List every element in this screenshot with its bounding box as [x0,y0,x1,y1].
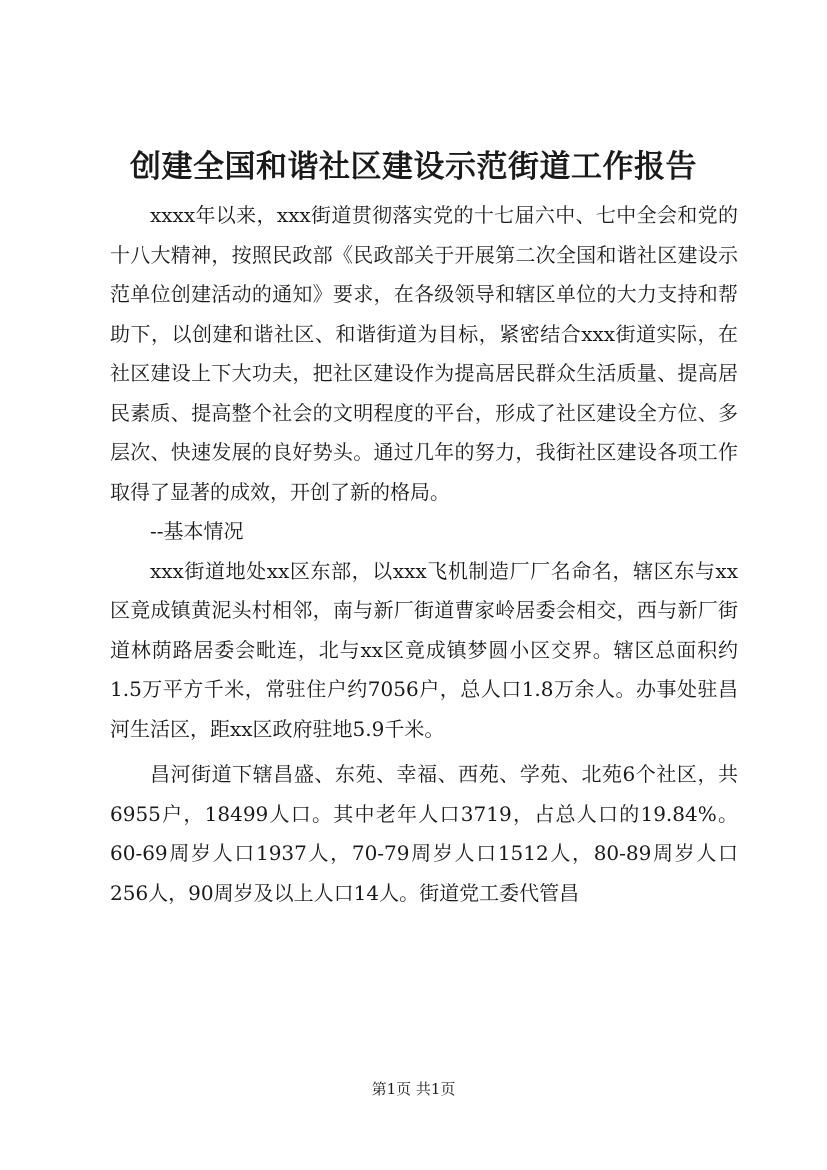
paragraph-intro: xxxx年以来，xxx街道贯彻落实党的十七届六中、七中全会和党的十八大精神，按照民政部《民政部关于开展第二次全国和谐社区建设示范单位创建活动的通知》要求，在各级领导和辖区单位的大力支持和帮助下，以创建和谐社区、和谐街道为目标，紧密结合xxx街道实际，在社区建设上下大功夫，把社区建设作为提高居民群众生活质量、提高居民素质、提高整个社会的文明程度的平台，形成了社区建设全方位、多层次、快速发展的良好势头。通过几年的努力，我街社区建设各项工作取得了显著的成效，开创了新的格局。 [110,203,738,504]
page-footer: 第1页 共1页 [371,1080,456,1098]
section-heading-basic-info: --基本情况 [150,519,244,543]
document-body [110,196,738,913]
paragraph-location: xxx街道地处xx区东部，以xxx飞机制造厂厂名命名，辖区东与xx区竟成镇黄泥头村相邻，南与新厂街道曹家岭居委会相交，西与新厂街道林荫路居委会毗连，北与xx区竟成镇梦圆小区交界。辖区总面积约1.5万平方千米，常驻住户约7056户，总人口1.8万余人。办事处驻昌河生活区，距xx区政府驻地5.9千米。 [110,558,738,741]
document-title: 创建全国和谐社区建设示范街道工作报告 [130,149,697,185]
paragraph-population: 昌河街道下辖昌盛、东苑、幸福、西苑、学苑、北苑6个社区，共6955户，18499人口。其中老年人口3719，占总人口的19.84%。60-69周岁人口1937人，70-79周岁人口1512人，80-89周岁人口256人，90周岁及以上人口14人。街道党工委代管昌 [110,762,738,905]
